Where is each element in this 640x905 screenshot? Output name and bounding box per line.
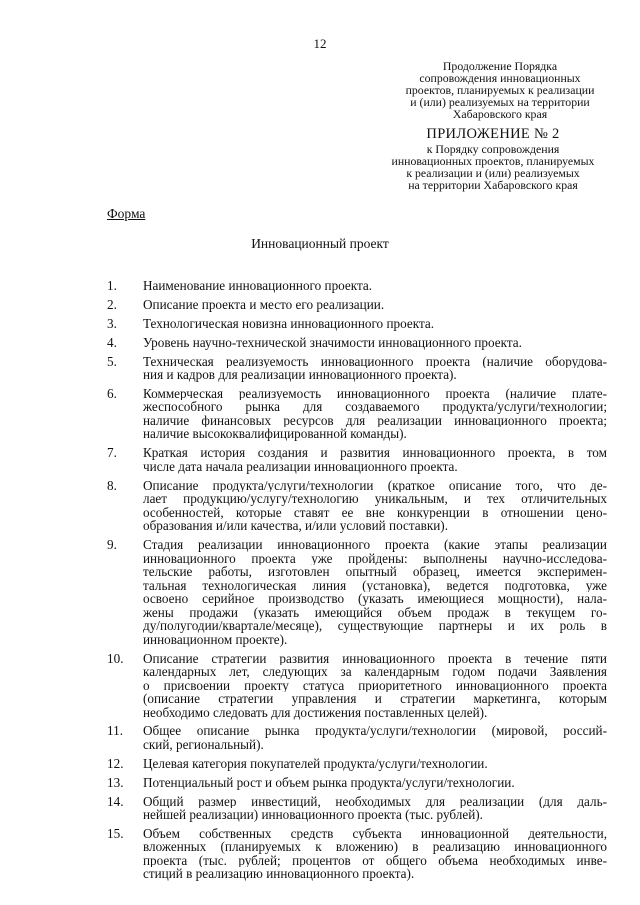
item-number: 1. [107, 278, 117, 293]
item-line: жеспособного рынка для создаваемого продукта/услуги/технологии; [143, 400, 607, 414]
item-number: 15. [107, 825, 124, 841]
item-line: инновационного проекта уже пройдены: выполнены научно-исследова- [143, 551, 607, 566]
list-item [107, 298, 607, 312]
item-line: особенностей, которые ставят ее вне конкуренции в отношении цено- [143, 505, 607, 520]
item-number: 3. [107, 315, 117, 331]
item-number: 12. [107, 755, 124, 771]
item-line: вложенных (планируемых к вложению) в реализацию инновационного [143, 840, 607, 854]
item-line: стиций в реализацию инновационного проекта). [143, 866, 415, 882]
item-line: Общее описание рынка продукта/услуги/технологии (мировой, россий- [143, 724, 607, 738]
item-line: Объем собственных средств субъекта инновационной деятельности, [143, 826, 607, 841]
item-line: Коммерческая реализуемость инновационного проекта (наличие плате- [143, 386, 607, 401]
appendix-block [382, 126, 604, 191]
item-line: Технологическая новизна инновационного проекта. [143, 315, 435, 331]
item-line: наличие финансовых ресурсов для реализации инновационного проекта; [143, 413, 607, 428]
item-line: ния и кадров для реализации инновационного проекта). [143, 367, 457, 383]
item-text [143, 538, 607, 646]
item-line: Описание проекта и место его реализации. [143, 296, 385, 312]
item-text [143, 387, 607, 441]
list-item [107, 652, 607, 720]
item-line: Уровень научно-технической значимости инновационного проекта. [143, 334, 522, 350]
item-line: нейшей реализации) инновационного проекта (тыс. рублей). [143, 807, 483, 823]
list-item [107, 827, 607, 881]
item-text [143, 298, 607, 312]
numbered-list [107, 279, 607, 886]
item-text [143, 279, 607, 293]
continuation-line: проектов, планируемых к реализации [405, 83, 595, 97]
item-number: 11. [107, 723, 123, 739]
item-line: проекта (тыс. рублей; процентов от общего объема необходимых инве- [143, 853, 607, 868]
item-number: 2. [107, 296, 117, 312]
item-line: (описание стратегии управления и стратегии маркетинга, которым [143, 692, 607, 706]
appendix-heading: ПРИЛОЖЕНИЕ № 2 [426, 126, 560, 142]
item-line: Общий размер инвестиций, необходимых для реализации (для даль- [143, 794, 607, 809]
item-line: календарных лет, следующих за календарным годом подачи Заявления [143, 665, 607, 679]
page-number: 12 [313, 36, 327, 51]
document-title: Инновационный проект [251, 236, 389, 251]
item-line: инновационном проекте). [143, 631, 288, 647]
item-line: жены продажи (указать имеющийся объем продаж в текущем го- [143, 605, 607, 620]
continuation-header [395, 60, 605, 120]
continuation-line: сопровождения инновационных [419, 71, 581, 85]
item-number: 14. [107, 793, 124, 809]
item-line: Описание стратегии развития инновационного проекта в течение пяти [143, 651, 607, 666]
item-line: Краткая история создания и развития инновационного проекта, в том [143, 446, 607, 460]
item-line: Описание продукта/услуги/технологии (краткое описание того, что де- [143, 478, 607, 493]
item-text [143, 724, 607, 751]
list-item [107, 724, 607, 751]
list-item [107, 776, 607, 790]
form-label: Форма [107, 206, 146, 221]
item-line: тельские работы, изготовлен опытный образец, имеется эксперимен- [143, 565, 607, 579]
continuation-line: Хабаровского края [452, 107, 548, 121]
item-text [143, 776, 607, 790]
item-line: о присвоении проекту статуса приоритетного инновационного проекта [143, 678, 607, 693]
item-line: образования и/или качества, и/или условий поставки). [143, 518, 448, 534]
item-number: 7. [107, 445, 117, 461]
item-line: ский, региональный). [143, 736, 264, 752]
list-item [107, 795, 607, 822]
item-text [143, 355, 607, 382]
item-number: 6. [107, 385, 117, 401]
item-number: 4. [107, 334, 117, 350]
continuation-line: Продолжение Порядка [442, 59, 558, 73]
item-text [143, 795, 607, 822]
item-line: Целевая категория покупателей продукта/услуги/технологии. [143, 755, 488, 771]
list-item [107, 479, 607, 533]
appendix-line: к реализации и (или) реализуемых [406, 166, 580, 180]
item-text [143, 827, 607, 881]
appendix-line: к Порядку сопровождения [426, 142, 560, 156]
list-item [107, 336, 607, 350]
list-item [107, 757, 607, 771]
item-number: 9. [107, 537, 117, 553]
list-item [107, 279, 607, 293]
item-text [143, 317, 607, 331]
item-line: необходимо следовать для достижения поставленных целей). [143, 704, 488, 720]
item-line: числе дата начала реализации инновационного проекта. [143, 458, 458, 474]
appendix-line: на территории Хабаровского края [408, 178, 578, 192]
item-line: лает продукцию/услугу/технологию уникальным, и тех отличительных [143, 492, 607, 506]
list-item [107, 317, 607, 331]
item-text [143, 479, 607, 533]
item-line: ду/полугодии/квартале/месяце), существующие партнеры и их роль в [143, 619, 607, 633]
item-line: Наименование инновационного проекта. [143, 278, 373, 293]
appendix-line: инновационных проектов, планируемых [391, 154, 595, 168]
item-line: наличие высококвалифицированной команды). [143, 426, 407, 442]
list-item [107, 355, 607, 382]
item-line: Техническая реализуемость инновационного проекта (наличие оборудова- [143, 354, 607, 369]
list-item [107, 387, 607, 441]
list-item [107, 446, 607, 473]
item-number: 8. [107, 477, 117, 493]
item-line: Потенциальный рост и объем рынка продукта/услуги/технологии. [143, 774, 515, 790]
item-number: 10. [107, 650, 124, 666]
item-line: Стадия реализации инновационного проекта (какие этапы реализации [143, 538, 607, 552]
item-number: 5. [107, 353, 117, 369]
item-text [143, 652, 607, 720]
continuation-line: и (или) реализуемых на территории [410, 95, 590, 109]
item-text [143, 446, 607, 473]
item-text [143, 336, 607, 350]
item-number: 13. [107, 774, 124, 790]
item-line: освоено серийное производство (указать имеющиеся мощности), нала- [143, 592, 607, 606]
list-item [107, 538, 607, 646]
item-text [143, 757, 607, 771]
item-line: тальная технологическая линия (установка), ведется подготовка, уже [143, 578, 607, 593]
